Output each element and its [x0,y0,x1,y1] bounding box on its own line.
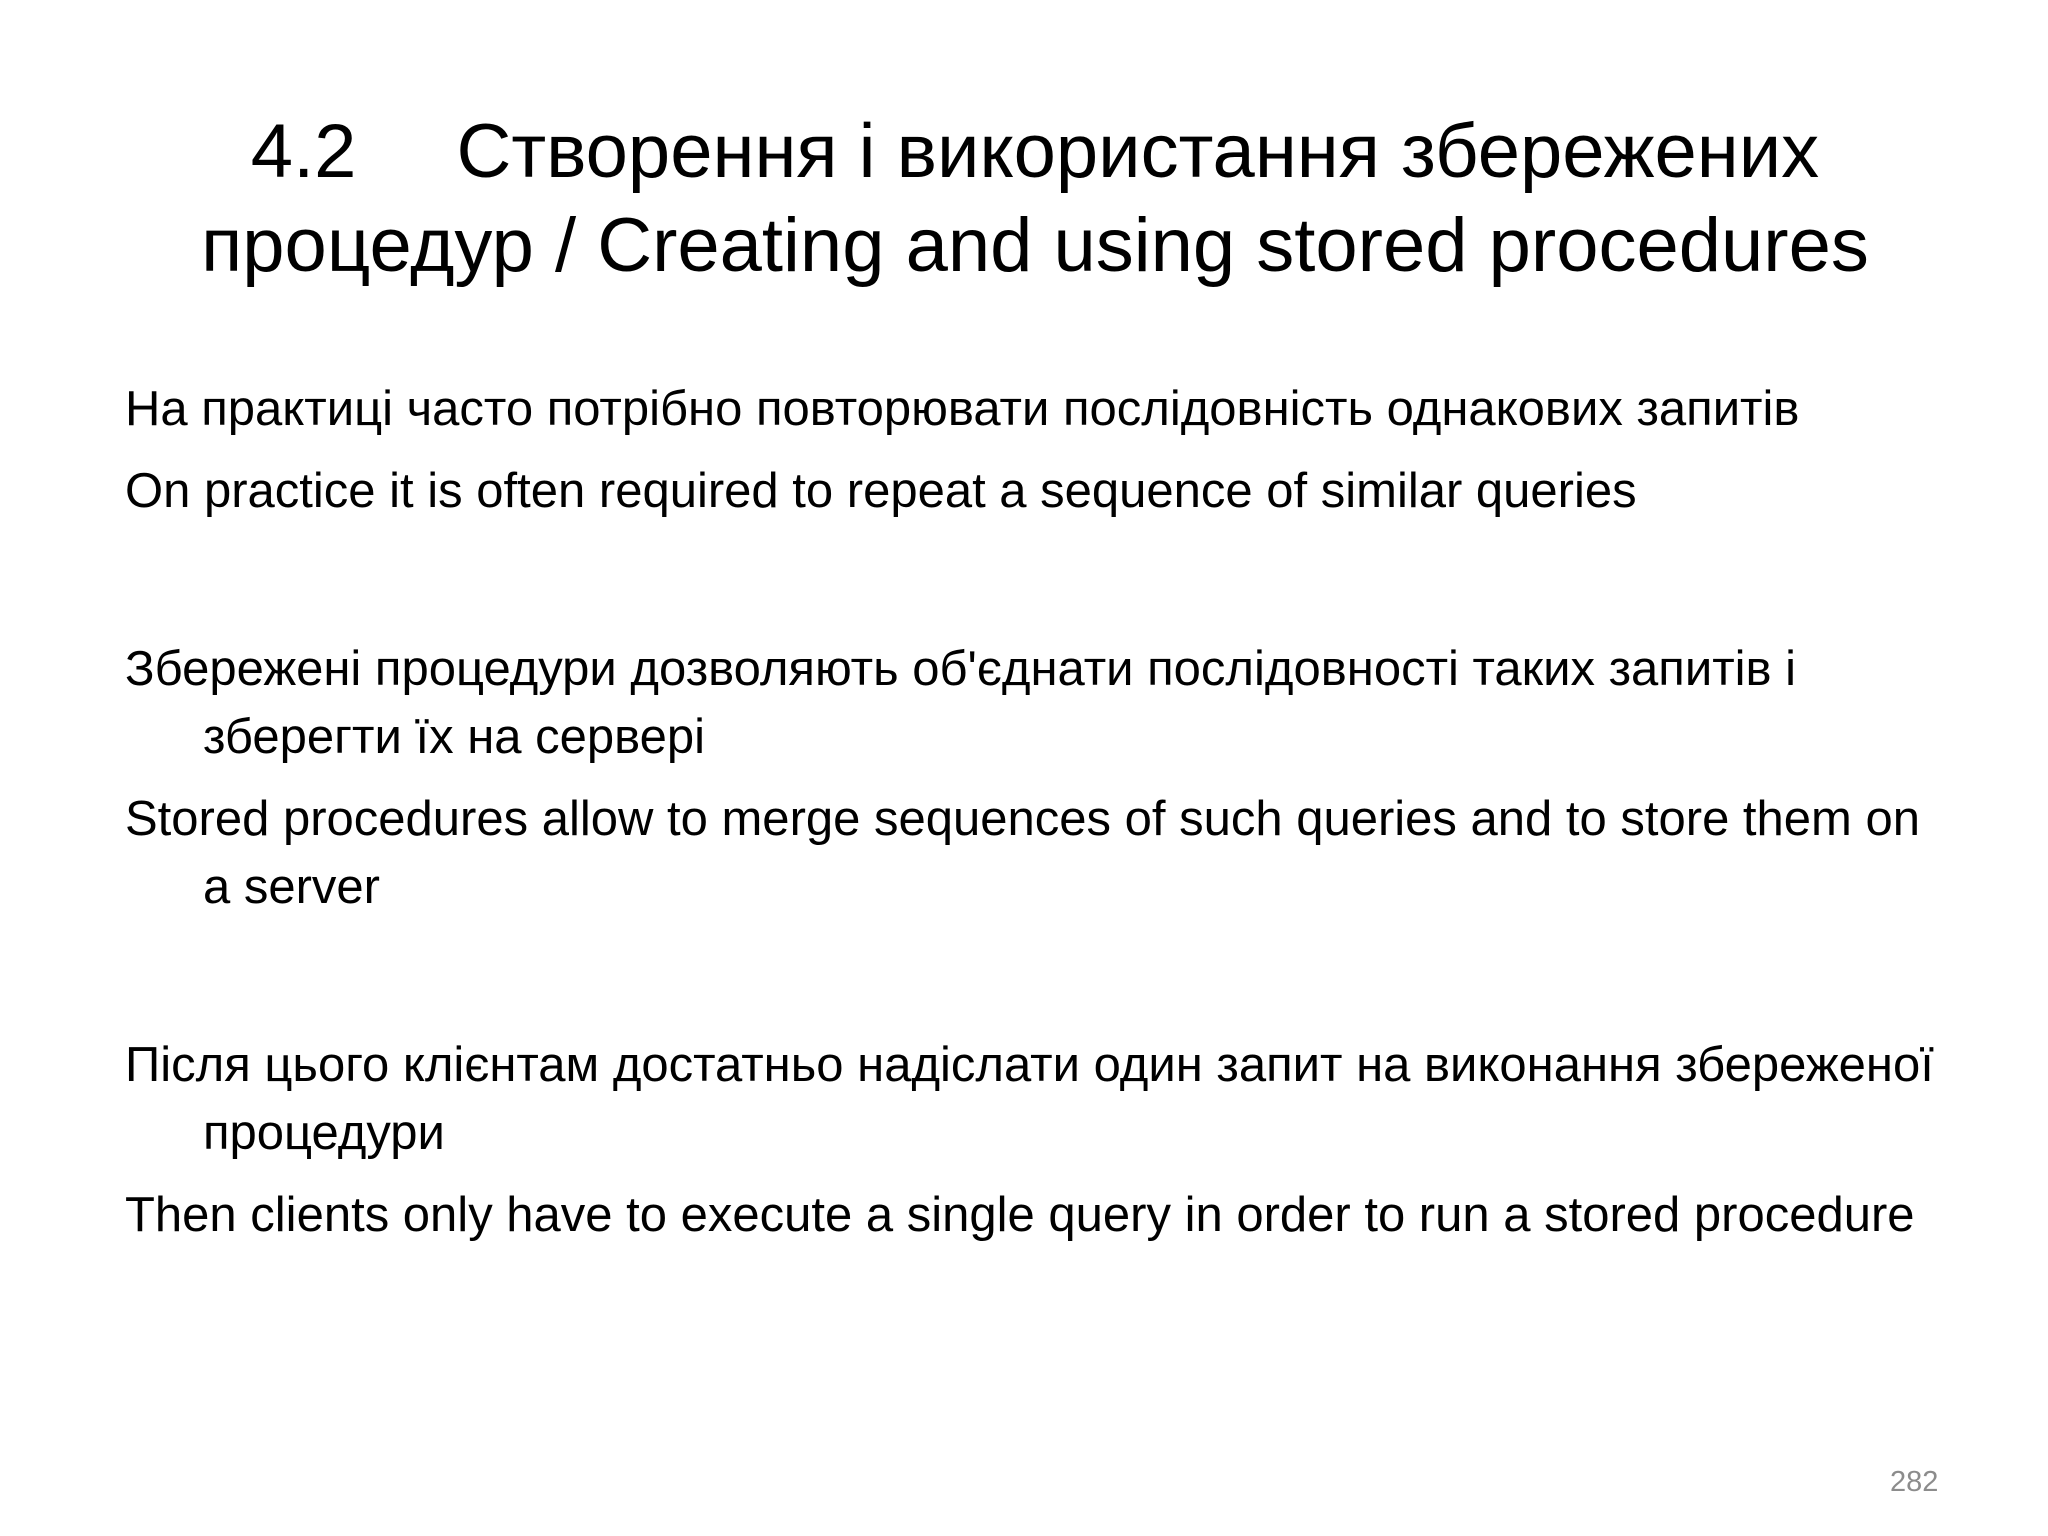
slide-body [125,375,1945,1263]
spacer [125,539,1945,635]
page-number: 282 [1890,1466,1939,1498]
spacer [125,935,1945,1031]
title-text: Створення і використання збережених процедур / Creating and using stored procedures [201,109,1869,288]
paragraph-uk-3: Після цього клієнтам достатньо надіслати один запит на виконання збереженої процедури [125,1038,1934,1160]
paragraph-uk-2: Збережені процедури дозволяють об'єднати послідовності таких запитів і зберегти їх на сервері [125,642,1797,764]
paragraph-en-1: On practice it is often required to repeat a sequence of similar queries [125,464,1637,518]
section-number: 4.2 [250,109,357,194]
paragraph-uk-1: На практиці часто потрібно повторювати послідовність однакових запитів [125,382,1800,436]
paragraph-en-2: Stored procedures allow to merge sequences of such queries and to store them on a server [125,792,1920,914]
paragraph-en-3: Then clients only have to execute a single query in order to run a stored procedure [125,1188,1915,1242]
slide-title [160,105,1910,293]
